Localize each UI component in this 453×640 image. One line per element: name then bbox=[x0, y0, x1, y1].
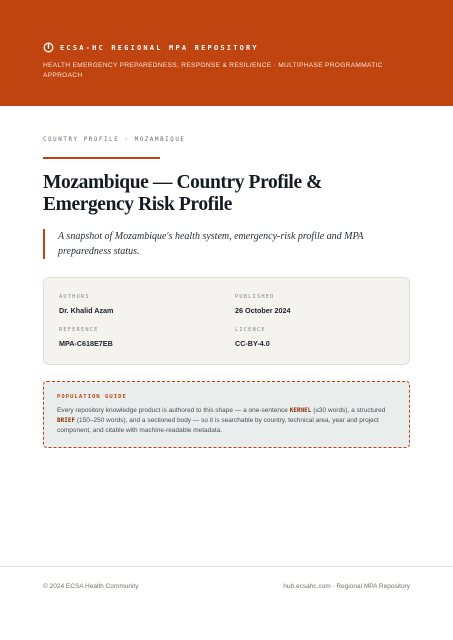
metadata-card bbox=[43, 277, 410, 365]
header-brand[interactable] bbox=[43, 42, 259, 53]
summary-lede: A snapshot of Mozambique's health system, emergency-risk profile and MPA preparedness status. bbox=[43, 229, 403, 259]
kernel-term: KERNEL bbox=[289, 407, 312, 414]
guide-text bbox=[57, 406, 396, 436]
page-title: Mozambique — Country Profile & Emergency Risk Profile bbox=[43, 172, 323, 215]
footer-copyright: © 2024 ECSA Health Community bbox=[43, 583, 139, 590]
breadcrumb: COUNTRY PROFILE · MOZAMBIQUE bbox=[43, 137, 186, 143]
guide-text-part: Every repository knowledge product is authored to this shape — a one-sentence bbox=[57, 407, 290, 414]
meta-reference-label: REFERENCE bbox=[59, 327, 99, 333]
meta-licence bbox=[235, 327, 270, 348]
guide-text-part: (150–250 words), and a sectioned body — so it is searchable by country, technical area, year and project component, and citable with machine-readable metadata. bbox=[57, 417, 379, 434]
guide-label: POPULATION GUIDE bbox=[57, 394, 127, 400]
meta-authors bbox=[59, 294, 113, 315]
accent-divider bbox=[43, 157, 160, 159]
meta-authors-value: Dr. Khalid Azam bbox=[59, 306, 114, 315]
guide-text-part: (≤30 words), a structured bbox=[311, 407, 386, 414]
meta-authors-label: AUTHORS bbox=[59, 294, 90, 300]
brief-term: BRIEF bbox=[57, 417, 76, 424]
meta-published bbox=[235, 294, 291, 315]
site-header bbox=[0, 0, 453, 106]
meta-published-label: PUBLISHED bbox=[235, 294, 275, 300]
meta-reference bbox=[59, 327, 113, 348]
meta-licence-label: LICENCE bbox=[235, 327, 266, 333]
repository-title: ECSA-HC REGIONAL MPA REPOSITORY bbox=[60, 43, 259, 52]
footer-site-link[interactable]: hub.ecsahc.com · Regional MPA Repository bbox=[283, 583, 410, 590]
meta-published-value: 26 October 2024 bbox=[235, 306, 291, 315]
meta-reference-value: MPA-C618E7EB bbox=[59, 339, 113, 348]
footer-divider bbox=[0, 566, 453, 567]
power-icon bbox=[43, 42, 54, 53]
population-guide bbox=[43, 381, 410, 448]
meta-licence-value: CC-BY-4.0 bbox=[235, 339, 270, 348]
header-subtitle: HEALTH EMERGENCY PREPAREDNESS, RESPONSE & RESILIENCE · MULTIPHASE PROGRAMMATIC APPROACH bbox=[43, 62, 383, 79]
